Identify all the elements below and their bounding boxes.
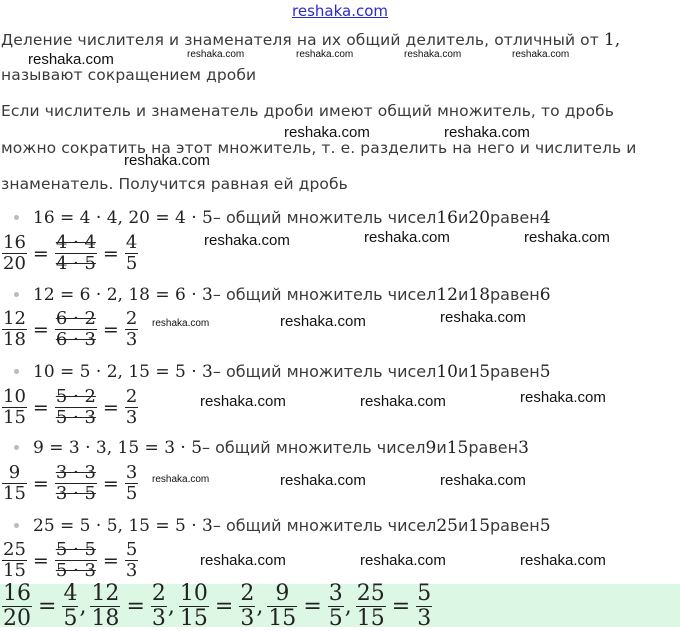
definition-line-1: Деление числителя и знаменателя на их общий делитель, отличный от 1, [1,30,621,50]
watermark: reshaka.com [200,552,286,569]
watermark: reshaka.com [187,49,245,60]
watermark: reshaka.com [520,389,606,406]
example-statement: 12 = 6 · 2, 18 = 6 · 3 – общий множитель чисел 12 и 18 равен 6 [14,285,551,305]
watermark: reshaka.com [440,472,526,489]
watermark: reshaka.com [512,49,570,60]
definition-line-2: называют сокращением дроби [1,66,257,84]
watermark: reshaka.com [404,49,462,60]
site-header-link[interactable]: reshaka.com [292,2,388,20]
bullet-icon [14,523,19,528]
watermark: reshaka.com [360,552,446,569]
watermark: reshaka.com [124,152,210,169]
watermark: reshaka.com [204,232,290,249]
answer-line: $\frac{16}{20}$ = $\frac{4}{5}$ , $\frac{12}{18}$ = $\frac{2}{3}$ , $\frac{10}{15}$ = $\frac{2}{3}$ , $\frac{9}{15}$ = $\frac{3}{5}$ , $\frac{25}{15}$ = $\frac{5}{3}$ [3,581,432,631]
watermark: reshaka.com [364,229,450,246]
rule-line-2: можно сократить на этот множитель, т. е. разделить на него и числитель и [1,139,637,157]
watermark: reshaka.com [444,124,530,141]
watermark: reshaka.com [152,318,210,329]
watermark: reshaka.com [360,393,446,410]
example-equation: $\frac{10}{15}$ = $\frac{5 \cdot 2}{5 \cdot 3}$ = $\frac{2}{3}$ [3,386,138,428]
rule-line-1: Если числитель и знаменатель дроби имеют общий множитель, то дробь [1,102,614,120]
example-statement: 10 = 5 · 2, 15 = 5 · 3 – общий множитель чисел 10 и 15 равен 5 [14,362,551,382]
example-statement: 25 = 5 · 5, 15 = 5 · 3 – общий множитель чисел 25 и 15 равен 5 [14,516,551,536]
bullet-icon [14,292,19,297]
watermark: reshaka.com [28,51,114,68]
example-equation: $\frac{9}{15}$ = $\frac{3 \cdot 3}{3 \cdot 5}$ = $\frac{3}{5}$ [3,462,138,504]
rule-line-3: знаменатель. Получится равная ей дробь [1,175,348,193]
bullet-icon [14,369,19,374]
watermark: reshaka.com [520,552,606,569]
watermark: reshaka.com [440,309,526,326]
example-equation: $\frac{25}{15}$ = $\frac{5 \cdot 5}{5 \cdot 3}$ = $\frac{5}{3}$ [3,539,138,581]
example-statement: 9 = 3 · 3, 15 = 3 · 5 – общий множитель чисел 9 и 15 равен 3 [14,438,529,458]
example-statement: 16 = 4 · 4, 20 = 4 · 5 – общий множитель чисел 16 и 20 равен 4 [14,208,551,228]
bullet-icon [14,445,19,450]
watermark: reshaka.com [280,472,366,489]
example-equation: $\frac{16}{20}$ = $\frac{4 \cdot 4}{4 \cdot 5}$ = $\frac{4}{5}$ [3,232,138,274]
watermark: reshaka.com [200,393,286,410]
bullet-icon [14,215,19,220]
example-equation: $\frac{12}{18}$ = $\frac{6 \cdot 2}{6 \cdot 3}$ = $\frac{2}{3}$ [3,308,138,350]
watermark: reshaka.com [152,474,210,485]
watermark: reshaka.com [296,49,354,60]
watermark: reshaka.com [524,229,610,246]
watermark: reshaka.com [284,124,370,141]
watermark: reshaka.com [280,313,366,330]
